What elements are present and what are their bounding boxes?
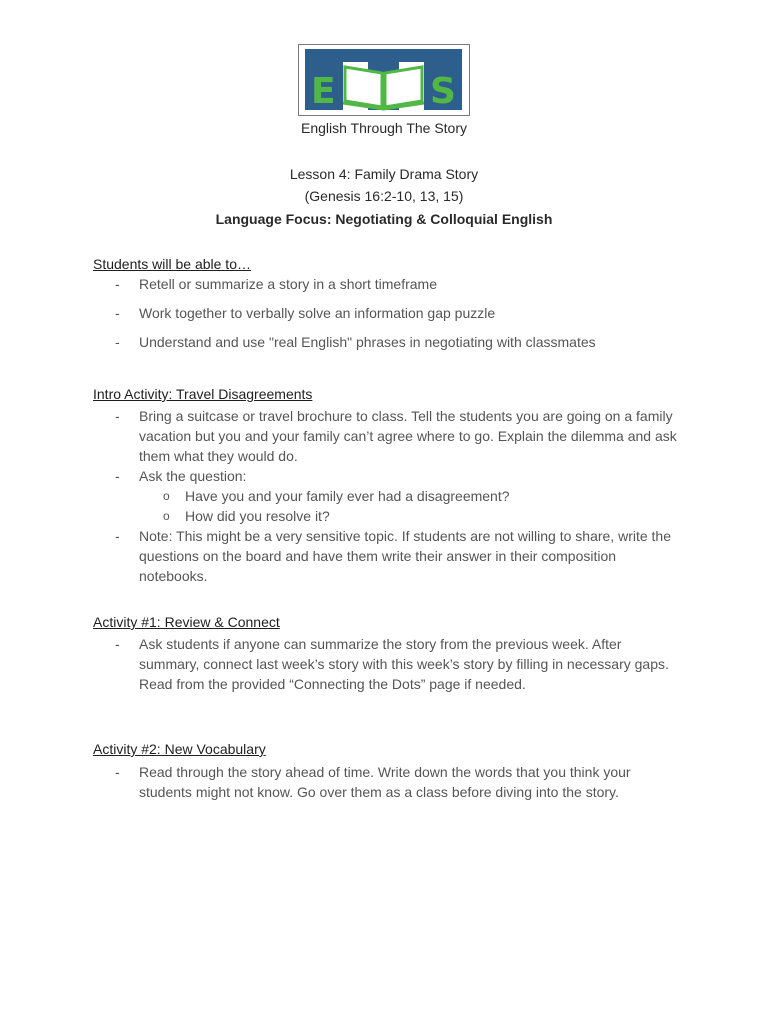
sub-bullet-marker: o	[163, 509, 170, 523]
scripture-reference: (Genesis 16:2-10, 13, 15)	[304, 188, 464, 204]
dash-marker: -	[115, 276, 120, 292]
objectives-heading: Students will be able to…	[93, 256, 251, 272]
objective-text: Retell or summarize a story in a short timeframe	[139, 276, 437, 292]
dash-marker: -	[115, 305, 120, 321]
intro-question	[163, 506, 683, 526]
intro-heading: Intro Activity: Travel Disagreements	[93, 386, 313, 402]
objective-item	[115, 274, 685, 294]
book-left-page-icon	[345, 67, 382, 107]
activity2-heading: Activity #2: New Vocabulary	[93, 741, 266, 757]
intro-item	[115, 466, 685, 486]
dash-marker: -	[115, 764, 120, 780]
question-text: How did you resolve it?	[185, 508, 330, 524]
logo-letter-e: E	[311, 71, 336, 112]
sub-bullet-marker: o	[163, 489, 170, 503]
logo-top-bar	[305, 49, 462, 62]
intro-item	[115, 406, 685, 466]
book-right-page-icon	[385, 67, 422, 107]
intro-text: Note: This might be a very sensitive topic. If students are not willing to share, write the questions on the board and have them write their answer in their composition notebooks.	[139, 528, 671, 584]
logo-letter-s: S	[430, 71, 456, 112]
subtitle: English Through The Story	[300, 120, 468, 136]
language-focus: Language Focus: Negotiating & Colloquial English	[215, 211, 553, 227]
ets-logo	[298, 44, 470, 116]
dash-marker: -	[115, 468, 120, 484]
dash-marker: -	[115, 408, 120, 424]
intro-question	[163, 486, 683, 506]
intro-text: Ask the question:	[139, 468, 247, 484]
dash-marker: -	[115, 334, 120, 350]
activity2-item	[115, 762, 685, 802]
objective-item	[115, 332, 685, 352]
question-text: Have you and your family ever had a disagreement?	[185, 488, 510, 504]
dash-marker: -	[115, 528, 120, 544]
activity1-item	[115, 634, 685, 694]
ets-logo-graphic	[299, 45, 468, 114]
activity1-heading: Activity #1: Review & Connect	[93, 614, 280, 630]
dash-marker: -	[115, 636, 120, 652]
objective-item	[115, 303, 685, 323]
activity2-text: Read through the story ahead of time. Write down the words that you think your students might not know. Go over them as a class before diving into the story.	[139, 764, 631, 800]
activity1-text: Ask students if anyone can summarize the story from the previous week. After summary, connect last week’s story with this week’s story by filling in necessary gaps. Read from the provided “Connecting the Dots” page if needed.	[139, 636, 669, 692]
objective-text: Work together to verbally solve an information gap puzzle	[139, 305, 496, 321]
intro-text: Bring a suitcase or travel brochure to class. Tell the students you are going on a family vacation but you and your family can’t agree where to go. Explain the dilemma and ask them what they would do.	[139, 408, 677, 464]
lesson-title: Lesson 4: Family Drama Story	[289, 166, 479, 182]
objective-text: Understand and use "real English" phrases in negotiating with classmates	[139, 334, 596, 350]
intro-item	[115, 526, 685, 586]
